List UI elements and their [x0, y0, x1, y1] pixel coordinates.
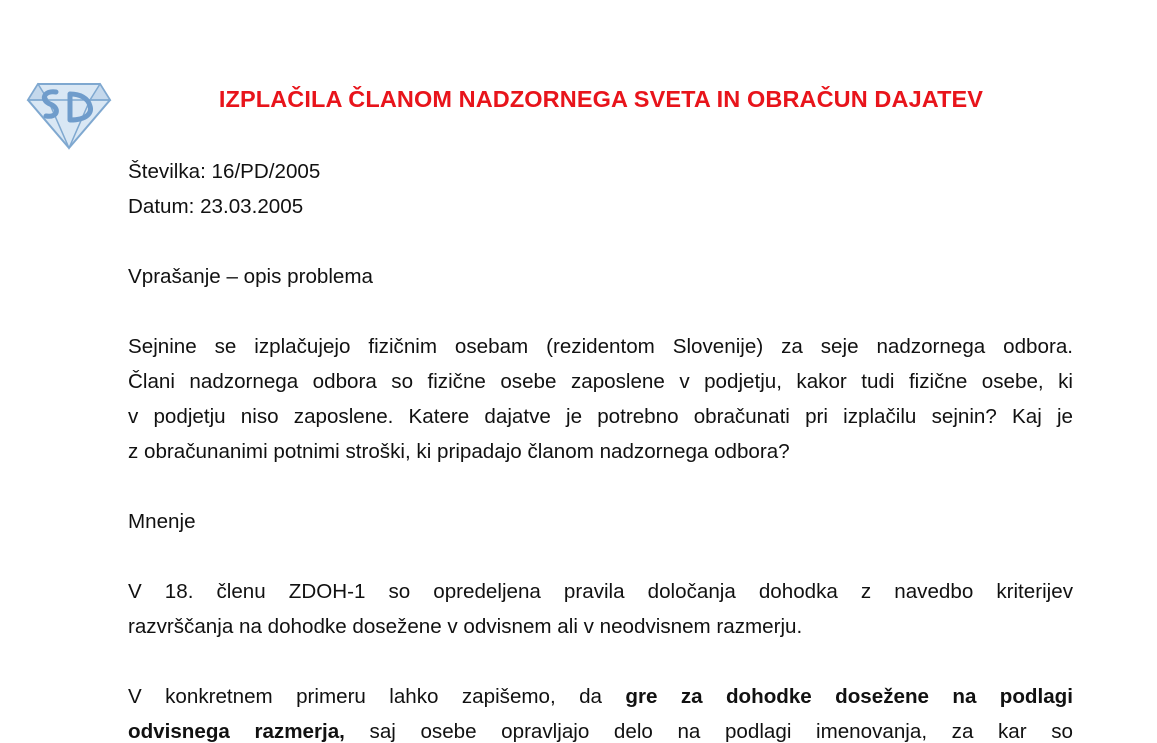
- question-line: v podjetju niso zaposlene. Katere dajatve je potrebno obračunati pri izplačilu sejnin? Kaj je: [128, 405, 1073, 428]
- example-text-normal: V konkretnem primeru lahko zapišemo, da: [128, 685, 603, 708]
- document-title: IZPLAČILA ČLANOM NADZORNEGA SVETA IN OBRAČUN DAJATEV: [218, 86, 984, 112]
- opinion-paragraph: [128, 574, 1073, 644]
- opinion-line: V 18. členu ZDOH-1 so opredeljena pravila določanja dohodka z navedbo kriterijev: [128, 580, 1073, 603]
- question-line: Člani nadzornega odbora so fizične osebe zaposlene v podjetju, kakor tudi fizične osebe, ki: [128, 370, 1073, 393]
- opinion-heading: Mnenje: [128, 510, 196, 533]
- question-heading: Vprašanje – opis problema: [128, 265, 373, 288]
- question-line: Sejnine se izplačujejo fizičnim osebam (rezidentom Slovenije) za seje nadzornega odbora.: [128, 335, 1073, 358]
- example-line: [128, 714, 1073, 743]
- example-line: [128, 679, 1073, 714]
- example-paragraph: [128, 679, 1073, 743]
- document-date: Datum: 23.03.2005: [128, 195, 304, 218]
- logo-icon: [26, 78, 112, 150]
- document-number: Številka: 16/PD/2005: [128, 160, 321, 183]
- question-paragraph: [128, 329, 1073, 469]
- example-text-bold: gre za dohodke dosežene na podlagi: [625, 685, 1073, 708]
- example-text-bold: odvisnega razmerja,: [128, 720, 345, 743]
- opinion-line: razvrščanja na dohodke dosežene v odvisnem ali v neodvisnem razmerju.: [128, 615, 803, 638]
- example-text-normal: saj osebe opravljajo delo na podlagi imenovanja, za kar so: [369, 720, 1073, 743]
- question-line: z obračunanimi potnimi stroški, ki pripadajo članom nadzornega odbora?: [128, 440, 790, 463]
